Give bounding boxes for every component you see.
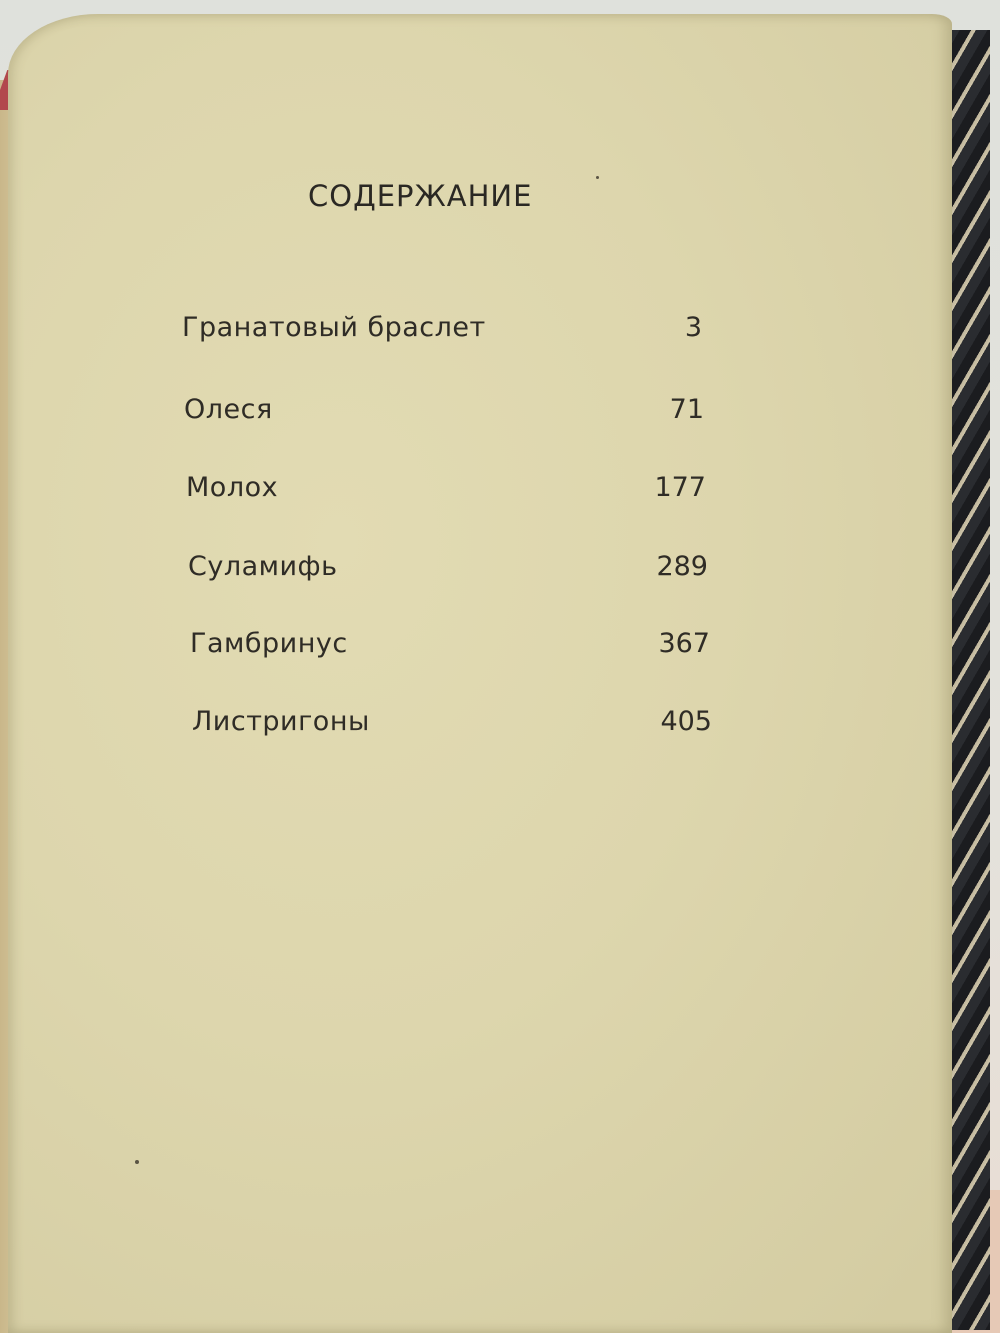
book-page: [8, 14, 952, 1333]
paper-speck: [135, 1160, 139, 1164]
toc-entry-page: 3: [684, 312, 702, 343]
toc-entry-title: Молох: [186, 472, 279, 503]
paper-speck: [596, 176, 599, 179]
toc-entry-page: 367: [658, 628, 710, 659]
toc-entry: [192, 706, 712, 746]
toc-entry-title: Суламифь: [188, 551, 338, 582]
toc-entry-page: 405: [660, 706, 712, 737]
toc-entry: [184, 394, 704, 434]
toc-entry-page: 289: [656, 551, 708, 582]
contents-heading: СОДЕРЖАНИЕ: [308, 179, 533, 213]
toc-entry-title: Гранатовый браслет: [182, 312, 486, 343]
toc-entry-title: Гамбринус: [190, 628, 348, 659]
toc-entry-page: 177: [654, 472, 706, 503]
toc-entry: [186, 472, 706, 512]
toc-entry: [190, 628, 710, 668]
toc-entry-title: Олеся: [184, 394, 273, 425]
toc-entry: [182, 312, 702, 352]
toc-entry: [188, 551, 708, 591]
toc-entry-page: 71: [669, 394, 704, 425]
toc-entry-title: Листригоны: [192, 706, 370, 737]
